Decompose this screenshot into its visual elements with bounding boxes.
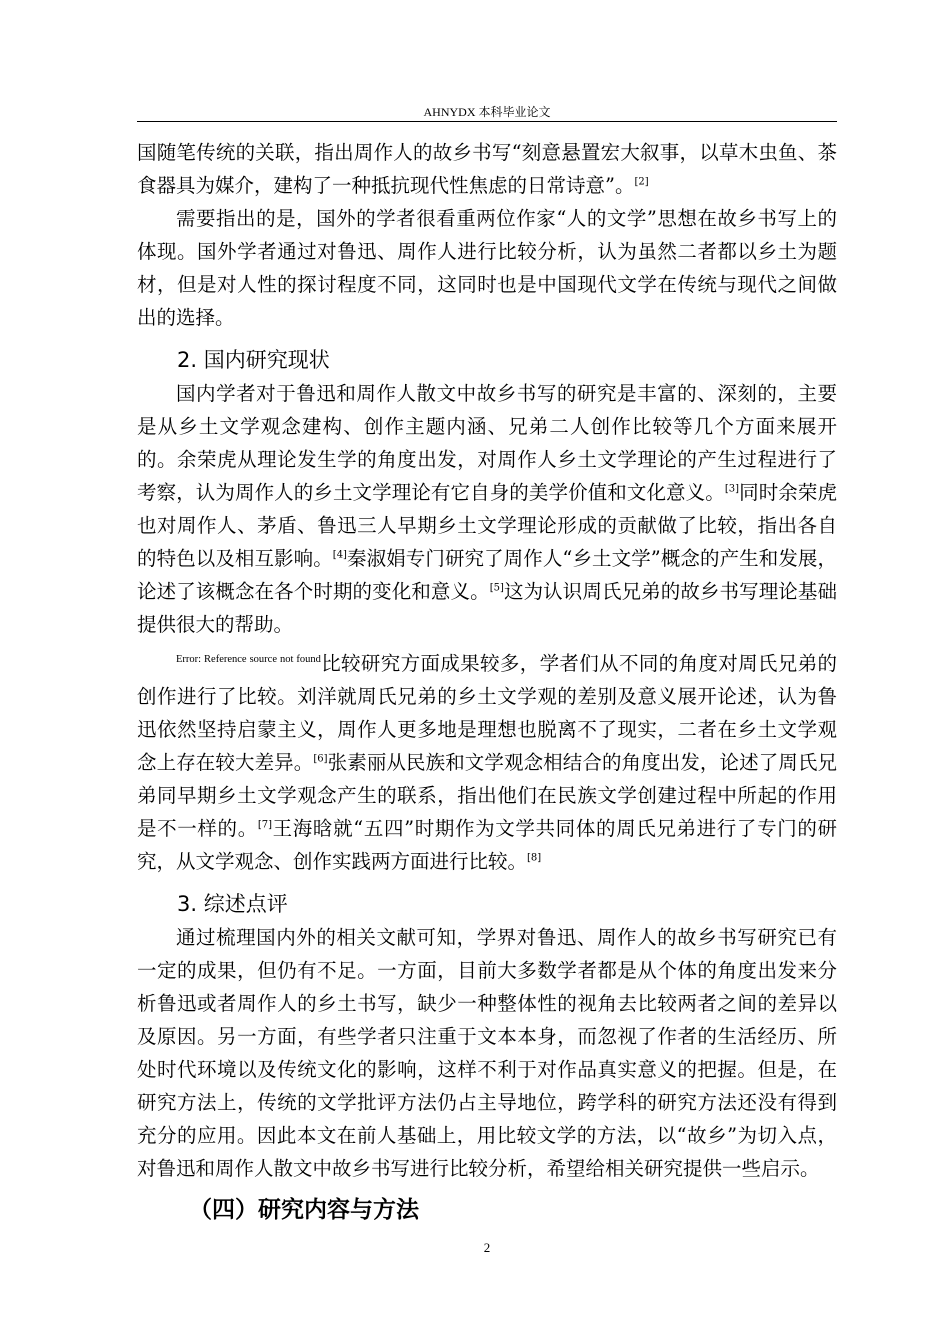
header-rule bbox=[137, 121, 837, 122]
paragraph-foreign-research: 需要指出的是，国外的学者很看重两位作家“人的文学”思想在故乡书写上的体现。国外学者通过对鲁迅、周作人进行比较分析，认为虽然二者都以乡土为题材，但是对人性的探讨程度不同，这同时也是中国现代文学在传统与现代之间做出的选择。 bbox=[137, 207, 837, 329]
paragraph-intro-continued bbox=[137, 136, 837, 202]
citation-2: [2] bbox=[634, 176, 649, 188]
paragraph-text: 这为认识周氏兄弟的故乡书写理论基础提供很大的帮助。 bbox=[137, 580, 837, 636]
citation-8: [8] bbox=[527, 852, 542, 864]
citation-3: [3] bbox=[724, 483, 739, 495]
heading-review: 3. 综述点评 bbox=[177, 892, 288, 916]
paragraph-text: 王海晗就“五四”时期作为文学共同体的周氏兄弟进行了专门的研究，从文学观念、创作实践两方面进行比较。 bbox=[137, 817, 837, 873]
paragraph-review: 通过梳理国内外的相关文献可知，学界对鲁迅、周作人的故乡书写研究已有一定的成果，但仍有不足。一方面，目前大多数学者都是从个体的角度出发来分析鲁迅或者周作人的乡土书写，缺少一种整体性的视角去比较两者之间的差异以及原因。另一方面，有些学者只注重于文本本身，而忽视了作者的生活经历、所处时代环境以及传统文化的影响，这样不利于对作品真实意义的把握。但是，在研究方法上，传统的文学批评方法仍占主导地位，跨学科的研究方法还没有得到充分的应用。因此本文在前人基础上，用比较文学的方法，以“故乡”为切入点，对鲁迅和周作人散文中故乡书写进行比较分析，希望给相关研究提供一些启示。 bbox=[137, 926, 837, 1180]
page-number: 2 bbox=[483, 1240, 491, 1255]
heading-section-four: （四）研究内容与方法 bbox=[189, 1197, 419, 1223]
paragraph-text: 国内学者对于鲁迅和周作人散文中故乡书写的研究是丰富的、深刻的，主要是从乡土文学观念建构、创作主题内涵、兄弟二人创作比较等几个方面来展开的。余荣虎从理论发生学的角度出发，对周作人乡土文学理论的产生过程进行了考察，认为周作人的乡土文学理论有它自身的美学价值和文化意义。 bbox=[137, 382, 837, 504]
page-body bbox=[137, 136, 837, 1225]
paragraph-comparison-research bbox=[137, 647, 837, 878]
citation-4: [4] bbox=[332, 549, 347, 561]
paragraph-text: 秦淑娟专门研究了周作人“乡土文学”概念的产生和发展，论述了该概念在各个时期的变化和意义。 bbox=[137, 547, 837, 603]
citation-5: [5] bbox=[489, 582, 504, 594]
reference-error: Error: Reference source not found bbox=[176, 654, 321, 665]
paragraph-text: 国随笔传统的关联，指出周作人的故乡书写“刻意悬置宏大叙事，以草木虫鱼、茶食器具为媒介，建构了一种抵抗现代性焦虑的日常诗意”。 bbox=[137, 141, 837, 197]
heading-domestic-research: 2. 国内研究现状 bbox=[177, 348, 330, 372]
citation-7: [7] bbox=[257, 819, 273, 831]
citation-6: [6] bbox=[313, 753, 328, 765]
paragraph-text: 比较研究方面成果较多，学者们从不同的角度对周氏兄弟的创作进行了比较。刘洋就周氏兄弟的乡土文学观的差别及意义展开论述，认为鲁迅依然坚持启蒙主义，周作人更多地是理想也脱离不了现实，二者在乡土文学观念上存在较大差异。 bbox=[137, 652, 837, 774]
page-header: AHNYDX 本科毕业论文 bbox=[423, 105, 551, 119]
paragraph-text: 同时余荣虎也对周作人、茅盾、鲁迅三人早期乡土文学理论形成的贡献做了比较，指出各自的特色以及相互影响。 bbox=[137, 481, 837, 570]
paragraph-text: 张素丽从民族和文学观念相结合的角度出发，论述了周氏兄弟同早期乡土文学观念产生的联系，指出他们在民族文学创建过程中所起的作用是不一样的。 bbox=[137, 751, 837, 840]
paragraph-domestic-research bbox=[137, 377, 837, 641]
